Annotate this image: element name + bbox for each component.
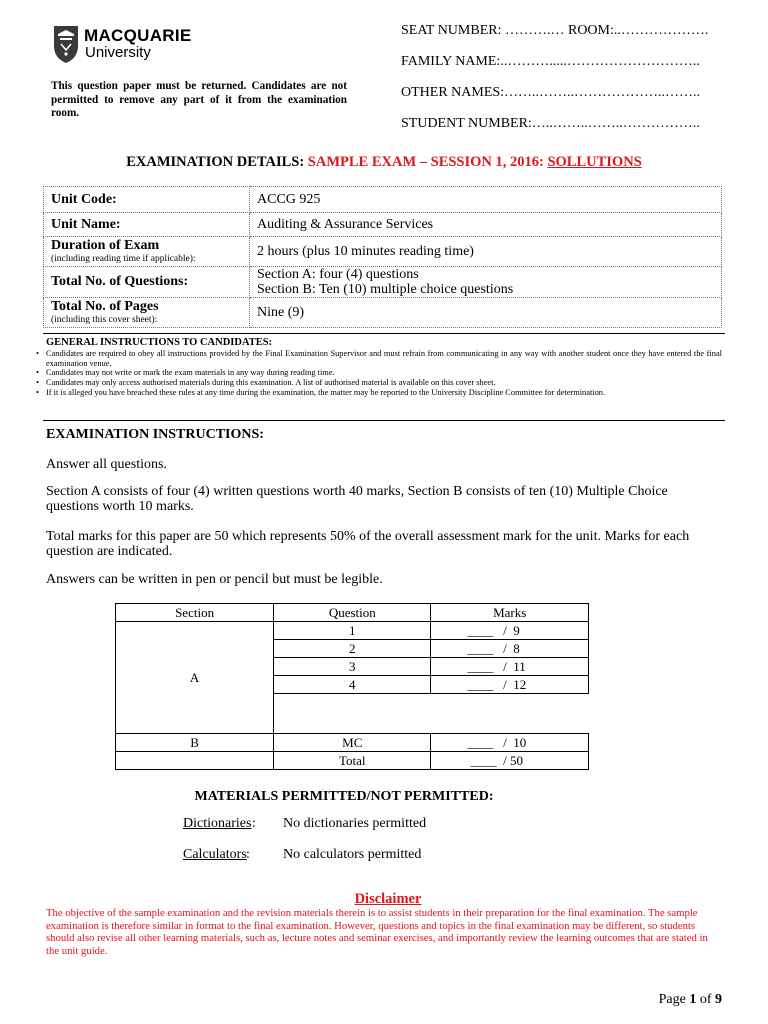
disclaimer-text: The objective of the sample examination and the revision materials therein is to assist students in their preparation for the final examination. The sample examination is therefore similar in format to the final examination. However, questions and topics in the final examination may be different, so students should also revise all other learning materials, such as, lecture notes and seminar exercises, and importantly review the learning outcomes that are stated in the unit guide.: [46, 907, 708, 957]
dictionaries-label: Dictionaries: [183, 816, 252, 831]
student-number-field[interactable]: STUDENT NUMBER:…..……..……..……………..: [401, 116, 700, 131]
bullet-icon: •: [36, 387, 39, 397]
marks-blank[interactable]: ____ / 10: [431, 734, 589, 752]
questions-value-cell: [250, 267, 722, 298]
list-item-text: If it is alleged you have breached these rules at any time during the examination, the matter may be reported to the University Discipline Committee for determination.: [46, 387, 606, 397]
table-row-total: [116, 752, 589, 770]
page-number: [640, 992, 722, 1008]
list-item: [36, 349, 722, 368]
total-label: Total: [274, 752, 431, 770]
header-section: Section: [116, 604, 274, 622]
duration-row: [44, 237, 722, 267]
instruction-legibility: Answers can be written in pen or pencil but must be legible.: [46, 572, 383, 587]
section-b-cell: B: [116, 734, 274, 752]
instruction-answer-all: Answer all questions.: [46, 457, 167, 472]
list-item: [36, 387, 722, 398]
divider: [43, 420, 725, 421]
total-marks-blank[interactable]: ____ / 50: [431, 752, 589, 770]
general-instructions-heading: GENERAL INSTRUCTIONS TO CANDIDATES:: [46, 337, 273, 348]
instruction-total-marks: Total marks for this paper are 50 which represents 50% of the overall assessment mark for the unit. Marks for each question are indicated.: [46, 529, 690, 559]
unit-name-value: Auditing & Assurance Services: [250, 213, 722, 237]
pages-label: Total No. of Pages: [51, 299, 159, 314]
table-row: [116, 734, 589, 752]
marks-blank[interactable]: ____ / 12: [431, 676, 589, 694]
question-number: 4: [274, 676, 431, 694]
pages-label-cell: [44, 298, 250, 328]
unit-code-row: [44, 187, 722, 213]
page-prefix: Page: [658, 992, 690, 1007]
dictionaries-colon: :: [252, 816, 256, 831]
table-header-row: [116, 604, 589, 622]
logo-subtitle: University: [85, 44, 151, 61]
bullet-icon: •: [36, 378, 39, 388]
exam-title: SAMPLE EXAM – SESSION 1, 2016:: [307, 154, 548, 170]
marks-blank[interactable]: ____ / 11: [431, 658, 589, 676]
empty-cell: [116, 752, 274, 770]
disclaimer-title: Disclaimer: [354, 891, 422, 907]
duration-label-cell: [44, 237, 250, 267]
general-instructions-list: [36, 349, 722, 398]
family-name-field[interactable]: FAMILY NAME:..……….....………………………..: [401, 54, 700, 69]
pages-sublabel: (including this cover sheet):: [51, 315, 158, 325]
seat-room-field[interactable]: SEAT NUMBER: ……….… ROOM:..……………….: [401, 23, 709, 38]
marks-blank[interactable]: ____ / 9: [431, 622, 589, 640]
list-item-text: Candidates may only access authorised materials during this examination. A list of authorised material is available on this cover sheet.: [46, 378, 496, 388]
divider: [43, 333, 725, 334]
page-total: 9: [715, 992, 722, 1007]
duration-label: Duration of Exam: [51, 238, 160, 253]
question-number: MC: [274, 734, 431, 752]
exam-details-table: [43, 186, 722, 328]
unit-code-value: ACCG 925: [250, 187, 722, 213]
instruction-sections: Section A consists of four (4) written questions worth 40 marks, Section B consists of ten (10) Multiple Choice questions worth 10 marks.: [46, 484, 668, 514]
bullet-icon: •: [36, 349, 39, 358]
page-of: of: [696, 992, 715, 1007]
duration-value: 2 hours (plus 10 minutes reading time): [250, 237, 722, 267]
unit-name-label: Unit Name:: [44, 213, 250, 237]
calculators-label: Calculators: [183, 847, 247, 862]
calculators-value: No calculators permitted: [283, 847, 422, 862]
list-item: [36, 368, 722, 378]
dictionaries-value: No dictionaries permitted: [283, 816, 427, 831]
university-logo: [52, 22, 222, 68]
marks-blank[interactable]: ____ / 8: [431, 640, 589, 658]
questions-section-a: Section A: four (4) questions: [257, 267, 419, 282]
duration-sublabel: (including reading time if applicable):: [51, 254, 196, 264]
exam-details-heading: [0, 154, 768, 171]
questions-row: [44, 267, 722, 298]
marks-table: [115, 603, 589, 770]
pages-row: [44, 298, 722, 328]
exam-instructions-heading: EXAMINATION INSTRUCTIONS:: [46, 427, 264, 442]
questions-label: Total No. of Questions:: [44, 267, 250, 298]
header-question: Question: [274, 604, 431, 622]
exam-details-label: EXAMINATION DETAILS:: [126, 154, 308, 170]
section-a-cell: A: [116, 622, 274, 734]
crest-icon: [52, 24, 80, 64]
page-current: 1: [689, 992, 697, 1007]
calculators-colon: :: [246, 847, 250, 862]
logo-wordmark: MACQUARIE: [84, 26, 192, 45]
exam-title-solutions: SOLLUTIONS: [547, 154, 642, 170]
unit-code-label: Unit Code:: [44, 187, 250, 213]
pages-value: Nine (9): [250, 298, 722, 328]
empty-cell: [274, 694, 589, 734]
other-names-field[interactable]: OTHER NAMES:……..……..………………..……..: [401, 85, 701, 100]
header-marks: Marks: [431, 604, 589, 622]
list-item: [36, 378, 722, 388]
question-number: 3: [274, 658, 431, 676]
return-notice: This question paper must be returned. Candidates are not permitted to remove any part of it from the examination room.: [51, 80, 347, 119]
bullet-icon: •: [36, 368, 39, 378]
question-number: 2: [274, 640, 431, 658]
question-number: 1: [274, 622, 431, 640]
list-item-text: Candidates are required to obey all instructions provided by the Final Examination Supervisor and must refrain from communicating in any way with another student once they have entered the final examination venue.: [46, 349, 722, 368]
unit-name-row: [44, 213, 722, 237]
materials-heading: MATERIALS PERMITTED/NOT PERMITTED:: [194, 789, 494, 804]
questions-section-b: Section B: Ten (10) multiple choice questions: [257, 282, 514, 297]
table-row: [116, 622, 589, 640]
list-item-text: Candidates may not write or mark the exam materials in any way during reading time.: [46, 368, 335, 378]
